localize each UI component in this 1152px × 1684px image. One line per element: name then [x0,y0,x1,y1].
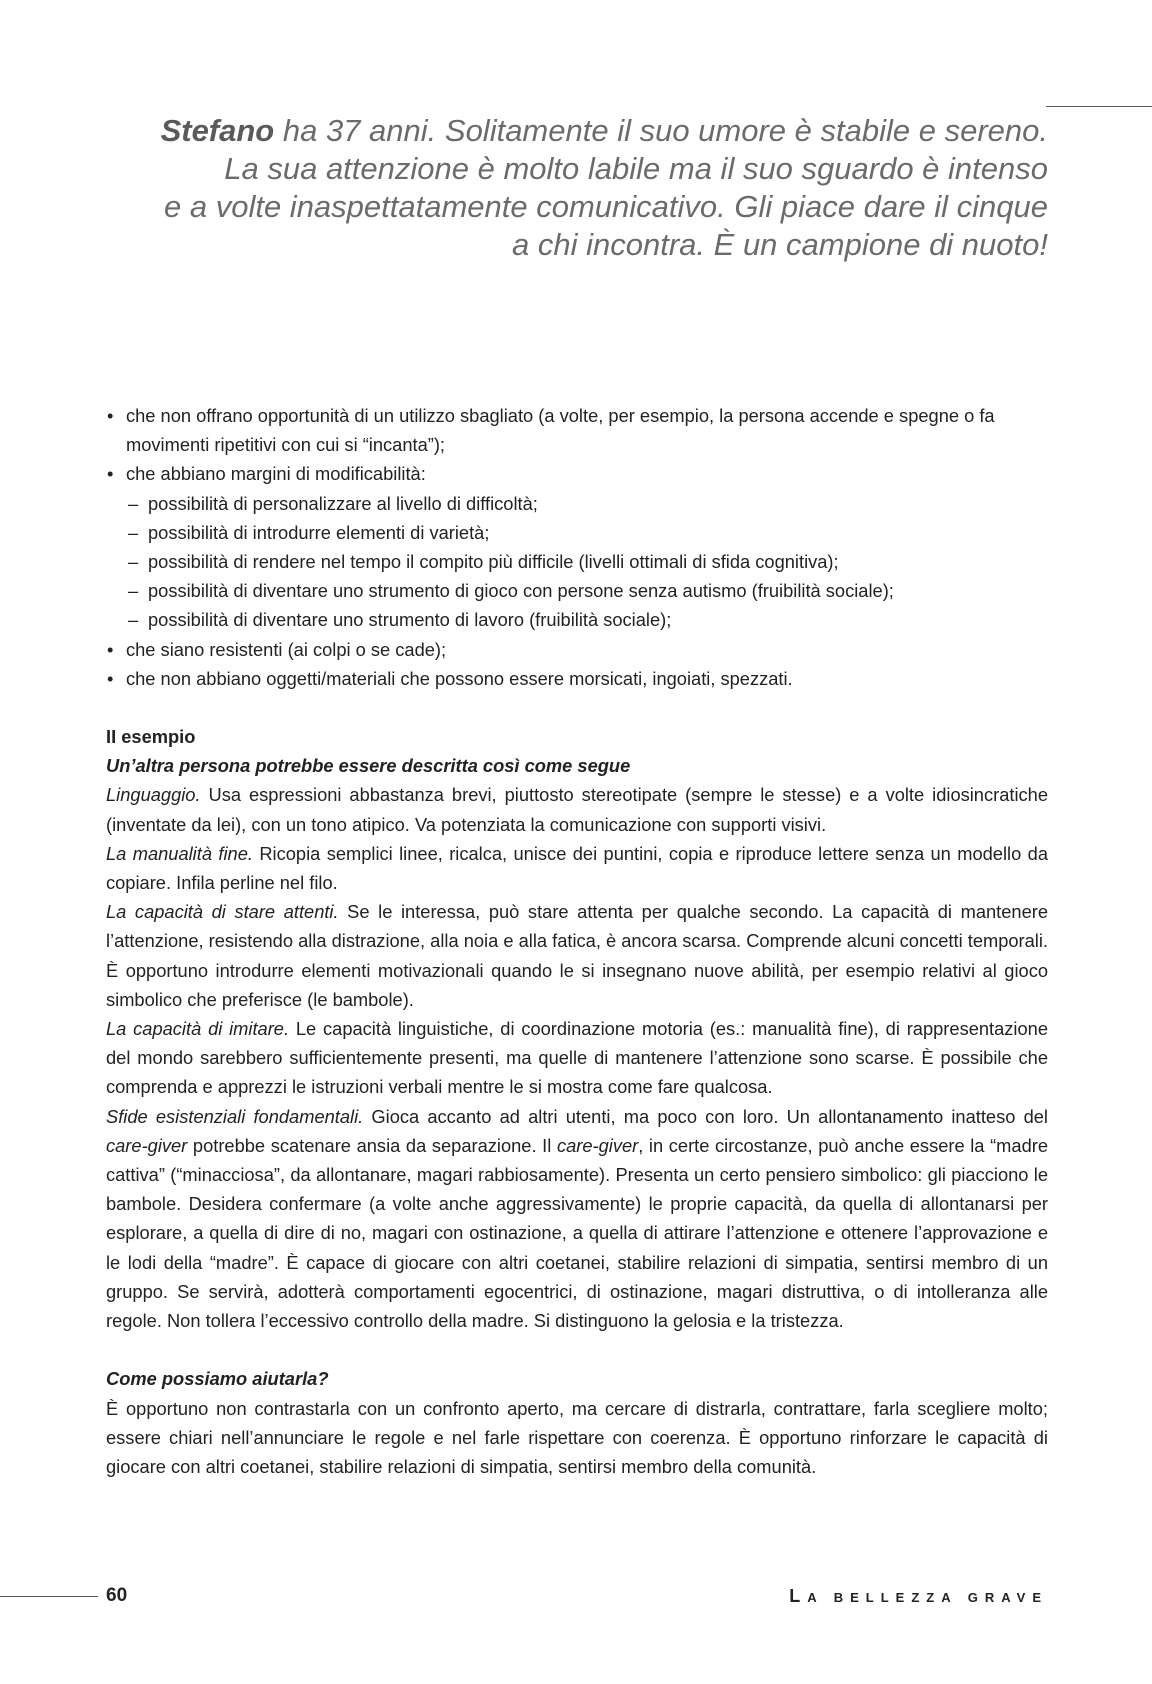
paragraph-attention: La capacità di stare attenti. Se le interessa, può stare attenta per qualche secondo. La capacità di mantenere l’attenzione, resistendo alla distrazione, alla noia e alla fatica, è ancora scarsa. Comprende alcuni concetti temporali. È opportuno introdurre elementi motivazionali quando le si insegnano nuove abilità, per esempio relativi al gioco simbolico che preferisce (le bambole). [106,901,1049,1010]
quote-line-3: e a volte inaspettatamente comunicativo. Gli piace dare il cinque [164,189,1048,224]
pull-quote [120,112,1048,264]
footer-rule [0,1596,98,1597]
paragraph-existential: Sfide esistenziali fondamentali. Gioca accanto ad altri utenti, ma poco con loro. Un allontanamento inatteso del care-giver potrebbe scatenare ansia da separazione. Il care-giver, in certe circostanze, può anche essere la “madre cattiva” (“minacciosa”, da allontanare, magari rabbiosamente). Presenta un certo pensiero simbolico: gli piacciono le bambole. Desidera confermare (a volte anche aggressivamente) le proprie capacità, da quella di allontanarsi per esplorare, a quella di dire di no, magari con ostinazione, a quella di attirare l’attenzione e ottenere l’approvazione e le lodi della “madre”. È capace di giocare con altri coetanei, stabilire relazioni di simpatia, sentirsi membro di un gruppo. Se servirà, adotterà comportamenti egocentrici, di ostinazione, magari distruttiva, o di intolleranza alle regole. Non tollera l’eccessivo controllo della madre. Si distinguono la gelosia e la tristezza. [106,1105,1049,1332]
help-paragraph: È opportuno non contrastarla con un confronto aperto, ma cercare di distrarla, contrattare, farla scegliere molto; essere chiari nell’annunciare le regole e nel farle rispettare con coerenza. È opportuno rinforzare le capacità di giocare con altri coetanei, stabilire relazioni di simpatia, sentirsi membro della comunità. [106,1397,1048,1477]
section-subheading: Un’altra persona potrebbe essere descritta così come segue [106,755,631,777]
criteria-list [106,401,1048,693]
page-number: 60 [106,1585,128,1606]
body-content [106,401,1048,1481]
list-item: • che abbiano margini di modificabilità: [106,459,1048,488]
list-item: • che non offrano opportunità di un utilizzo sbagliato (a volte, per esempio, la persona accende e spegne o fa movimenti ripetitivi con cui si “incanta”); [106,401,1048,459]
quote-line-1: Stefano ha 37 anni. Solitamente il suo umore è stabile e sereno. [160,113,1048,148]
list-item: • che non abbiano oggetti/materiali che possono essere morsicati, ingoiati, spezzati. [106,664,1048,693]
running-title: LA BELLEZZA GRAVE [789,1586,1048,1606]
sub-list-item: – possibilità di introdurre elementi di varietà; [106,518,1048,547]
paragraph-imitation: La capacità di imitare. Le capacità linguistiche, di coordinazione motoria (es.: manualità fine), di rappresentazione del mondo sarebbero sufficientemente presenti, ma quelle di mantenere l’attenzione sono scarse. È possibile che comprenda e apprezzi le istruzioni verbali mentre le si mostra come fare qualcosa. [106,1018,1048,1098]
sub-list-item: – possibilità di diventare uno strumento di gioco con persone senza autismo (fruibilità sociale); [106,576,1048,605]
help-heading: Come possiamo aiutarla? [106,1368,329,1390]
top-rule [1046,106,1152,107]
sub-list-item: – possibilità di diventare uno strumento di lavoro (fruibilità sociale); [106,605,1048,634]
sub-list-item: – possibilità di rendere nel tempo il compito più difficile (livelli ottimali di sfida cognitiva); [106,547,1048,576]
paragraph-fine-motor: La manualità fine. Ricopia semplici linee, ricalca, unisce dei puntini, copia e riproduce lettere senza un modello da copiare. Infila perline nel filo. [106,842,1048,894]
quote-line-2: La sua attenzione è molto labile ma il suo sguardo è intenso [224,151,1048,186]
quote-name: Stefano [160,113,275,148]
list-item: • che siano resistenti (ai colpi o se cade); [106,635,1048,664]
quote-line-4: a chi incontra. È un campione di nuoto! [512,227,1048,262]
paragraph-language: Linguaggio. Usa espressioni abbastanza brevi, piuttosto stereotipate (sempre le stesse) e a volte idiosincratiche (inventate da lei), con un tono atipico. Va potenziata la comunicazione con supporti visivi. [106,784,1048,835]
section-heading: II esempio [106,726,196,748]
sub-list-item: – possibilità di personalizzare al livello di difficoltà; [106,489,1048,518]
